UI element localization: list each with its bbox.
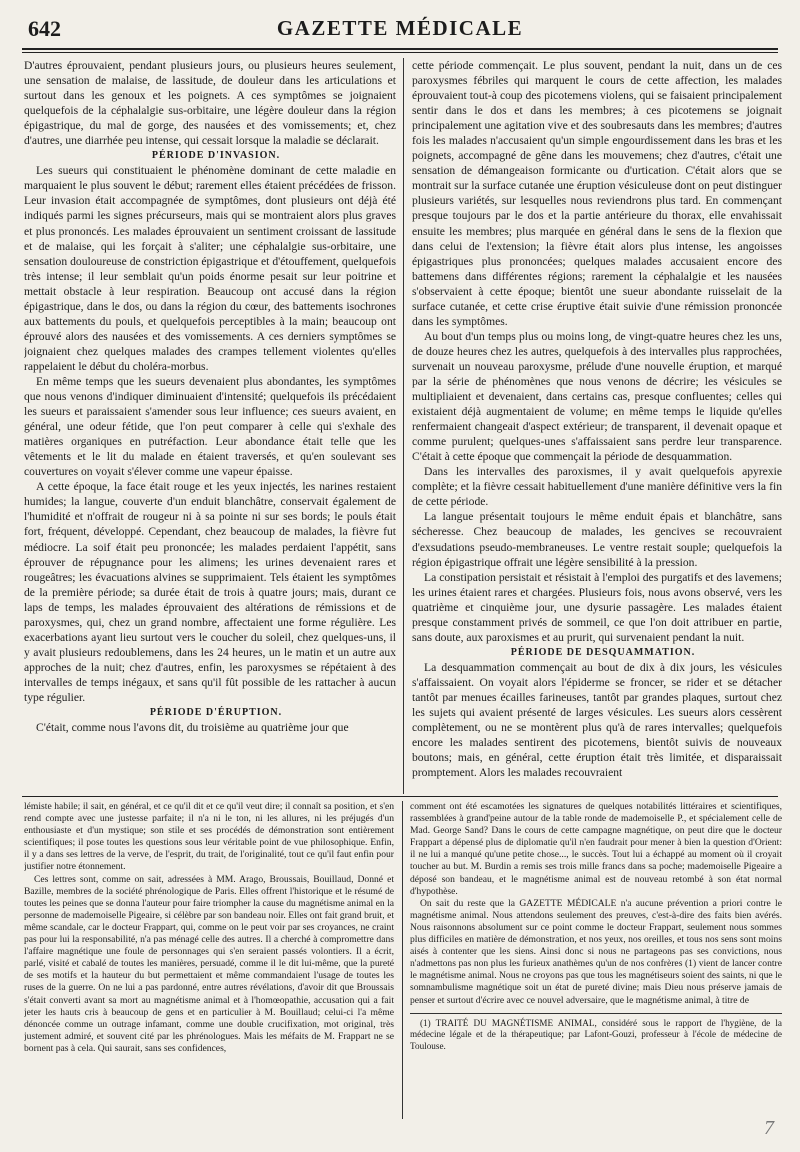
paragraph: D'autres éprouvaient, pendant plusieurs jours, ou plusieurs heures seulement, une sensation de malaise, de lassitude, de douleur dans les articulations et surtout dans les genoux et les poignets. A ces symptômes se joignaient quelquefois de la céphalalgie sus-orbitaire, une légère douleur dans la région épigastrique, du mal de gorge, des nausées et des vomissements; et, chez d'autres, une diarrhée peu intense, qui cessait lorsque la maladie se déclarait. (24, 59, 396, 148)
column-divider (402, 801, 403, 1119)
paragraph: Les sueurs qui constituaient le phénomène dominant de cette maladie en marquaient le plus souvent le début; rarement elles étaient précédées de frisson. Leur invasion était accompagnée de symptômes, dont plusieurs ont déjà été indiqués parmi les signes précurseurs, mais qui se montraient alors plus graves et plus prononcés. Les malades éprouvaient un sentiment croissant de lassitude et de malaise, qui les forçait à s'aliter; une céphalalgie sus-orbitaire, une sensation douloureuse de constriction épigastrique et d'étouffement, quelquefois très intense; il leur semblait qu'un poids énorme pesait sur leur poitrine et mettait obstacle à leur respiration. Beaucoup ont accusé dans la région épigastrique, dans le dos, ou dans la région du cœur, des battements isochrones aux battements du pouls, et quelquefois perceptibles à la main; beaucoup ont éprouvé alors des nausées et des vomissements. A ces derniers symptômes se joignaient chez quelques malades des crampes tellement violentes qu'elles rappelaient le début du choléra-morbus. (24, 164, 396, 373)
paragraph: A cette époque, la face était rouge et les yeux injectés, les narines restaient humides; la langue, couverte d'un enduit blanchâtre, conservait également de l'humidité et n'offrait de rougeur ni à sa pointe ni sur ses bords; le pouls était fort, fréquent, développé. Cependant, chez beaucoup de malades, la fièvre fut médiocre. La soif était peu prononcée; les malades perdaient l'appétit, sans éprouver de répugnance pour les alimens; les urines devenaient rares et rougeâtres; les évacuations alvines se supprimaient. Tels étaient les symptômes de la première période; sa durée était de trois à quatre jours; mais, durant ce laps de temps, les malades éprouvaient des altérations de rémissions et de paroxysmes, qui, chez un grand nombre, affectaient une forme régulière. Les exacerbations ayant lieu surtout vers le coucher du soleil, chez quelques-uns, il y avait plusieurs redoublemens, dans les 24 heures, un le matin et un autre aux approches de la nuit; chez d'autres, enfin, les paroxysmes se répétaient à des intervalles de temps inégaux, et sans qu'il fût possible de les rattacher à aucun type régulier. (24, 480, 396, 704)
section-heading-eruption: PÉRIODE D'ÉRUPTION. (149, 707, 283, 719)
article-column-right (412, 58, 782, 780)
paragraph: Ces lettres sont, comme on sait, adressées à MM. Arago, Broussais, Bouillaud, Donné et Bazille, membres de la société phrénologique de Paris. Elles offrent l'historique et le résumé de toutes les peines que se donna l'auteur pour faire triompher la cause du magnétisme animal en la personne de mademoiselle Pigeaire, si célèbre par son bandeau noir. Elles ont fait grand bruit, et même scandale, car le docteur Frappart, qui, comme on le peut voir par ses croyances, ne craint pas pour lui la responsabilité, n'a pas ménagé celle des autres. Il a cherché à compromettre dans l'affaire magnétique une foule de personnages qui s'en seraient passés volontiers. Il a écrit, parlé, visité et cabalé de toutes les manières, persuadé, comme il le dit lui-même, que la pureté de ses motifs et la hauteur du but permettaient et même commandaient l'usage de toutes les ruses de la guerre. On ne lui a pas pardonné, entre autres révélations, d'avoir dit que Broussais s'était converti avant sa mort au magnétisme animal et à l'homœopathie, accusation qui a fait jeter les hauts cris à beaucoup de gens et en particulier à M. Bouillaud; celui-ci l'a même dénoncée comme un outrage infamant, comme une double crucifixation, mot original, très justement admiré, et souvent cité par les phrénologues. Mais les méfaits de M. Frappart ne se bornent pas à cela. Qui saurait, sans ses confidences, (24, 873, 394, 1054)
paragraph: cette période commençait. Le plus souvent, pendant la nuit, dans un de ces paroxysmes fébriles qui marquent le cours de cette affection, les malades éprouvaient tout-à coup des picotemens violens, qui se faisaient principalement sentir dans le dos et dans les membres; à ces picotemens se joignait principalement une agitation vive et des soubresauts dans les membres; d'autres fois les malades n'accusaient qu'un simple engourdissement dans les bras et les poignets, accompagné de gêne dans les mouvemens; chez d'autres, c'était une sensation de démangeaison formicante ou d'urtication. C'était alors que se montrait sur la surface cutanée une éruption vésiculeuse dont on peut distinguer plusieurs variétés, sur lesquelles nous reviendrons plus tard. En commençant presque toujours par le dos et la partie antérieure du thorax, elle envahissait ensuite les membres; plus marquée en général dans le sens de la flexion que dans celui de l'extension; la fièvre était alors plus intense, les angoisses épigastriques plus prononcées; quelques malades accusaient encore des battemens dans différentes régions; rarement la céphalalgie et les nausées s'observaient à cette époque; bientôt une sueur abondante ruisselait de la surface cutanée, et cette crise éruptive était suivie d'une rémission prononcée dans les symptômes. (412, 59, 782, 328)
footnote: (1) TRAITÉ DU MAGNÉTISME ANIMAL, considéré sous le rapport de l'hygiène, de la médecine légale et de la thérapeutique; par Lafont-Gouzi, professeur à l'école de médecine de Toulouse. (410, 1017, 782, 1051)
handwritten-page-mark: 7 (764, 1117, 774, 1139)
footnote-separator (410, 1013, 782, 1014)
feuilleton-column-right (410, 801, 782, 1052)
main-article (24, 58, 782, 794)
journal-title: GAZETTE MÉDICALE (276, 16, 524, 40)
paragraph: On sait du reste que la GAZETTE MÉDICALE n'a aucune prévention a priori contre le magnétisme animal. Nous attendons seulement des preuves, c'est-à-dire des faits bien avérés. Nous raisonnons absolument sur ce point comme le docteur Frappart, seulement nous sommes plus difficiles en matière de démonstration, et nos yeux, nos oreilles, et tous nos sens sont moins aisés à contenter que les siens. Ainsi donc si nous ne partageons pas ses convictions, nous n'admettons pas non plus les furieux anathèmes qu'un de nos confrères (1) vient de lancer contre le magnétisme animal. Nous ne croyons pas que tous les magnétiseurs soient des saints, ni que le somnambulisme magnétique soit un état de pureté divine; mais Dieu nous préserve jamais de penser et surtout d'écrire avec ce nouvel adversaire, que le magnétisme animal, à titre de (410, 897, 782, 1006)
paragraph: C'était, comme nous l'avons dit, du troisième au quatrième jour que (36, 721, 349, 735)
paragraph: La desquammation commençait au bout de dix à dix jours, les vésicules s'affaissaient. On voyait alors l'épiderme se froncer, se rider et se détacher tantôt par menues écailles farineuses, tantôt par grandes plaques, surtout chez les sujets qui avaient présenté de larges vésicules. Les sueurs alors cessèrent complètement, ou ne se montèrent plus qu'à de rares intervalles; quelquefois encore les malades sentirent des picotemens, bientôt suivis de nouveaux boutons; mais, en général, cette éruption était très limitée, et disparaissait promptement. Alors les malades recouvraient (412, 660, 782, 780)
feuilleton-rule (22, 796, 778, 797)
header-rule (22, 48, 778, 53)
page-number: 642 (28, 16, 61, 41)
section-heading-desquammation: PÉRIODE DE DESQUAMMATION. (510, 646, 696, 658)
page-header (28, 14, 772, 48)
paragraph: Au bout d'un temps plus ou moins long, de vingt-quatre heures chez les uns, de douze heures chez les autres, quelquefois à des intervalles plus rapprochées, survenait un nouveau paroxysme, prélude d'une nouvelle éruption, et marqué par la série de phénomènes que nous venons de décrire; les vésicules se multipliaient et devenaient, dans certains cas, presque confluentes; celles qui existaient déjà augmentaient de volume; en même temps le liquide qu'elles renfermaient changeait d'aspect extérieur; de transparent, il devenait opaque et comme purulent; quelques-unes s'affaissaient sans perdre leur transparence. C'était à cette époque que commençait la période de desquammation. (412, 329, 782, 464)
paragraph: comment ont été escamotées les signatures de quelques notabilités littéraires et scientifiques, rassemblées à grand'peine autour de la table ronde de mademoiselle P., et spécialement celle de Mad. George Sand? Dans le cours de cette campagne magnétique, on peut dire que le docteur Frappart a dépensé plus de diplomatie qu'il n'en faudrait pour mener à bien la question d'Orient: il ne lui a manqué qu'une petite chose..., le succès. Tout lui a échappé au moment où il croyait toucher au but. M. Burdin a remis ses trois mille francs dans sa poche; mademoiselle Pigeaire a déposé son bandeau, et le magnétisme animal est de nouveau retombé à son état normal d'hypothèse. (410, 801, 782, 897)
paragraph: La langue présentait toujours le même enduit épais et blanchâtre, sans sécheresse. Chez beaucoup de malades, les gencives se recouvraient d'exsudations pseudo-membraneuses. Le ventre restait souple; quelquefois la région épigastrique offrait une légère sensibilité à la pression. (412, 510, 782, 569)
paragraph: En même temps que les sueurs devenaient plus abondantes, les symptômes que nous venons d'indiquer diminuaient d'intensité; quelquefois ils précédaient les sueurs et paraissaient s'amender sous leur influence; ces sueurs avaient, en général, une odeur fétide, que l'on peut comparer à celle qui s'exhale des matières organiques en putréfaction. Leur abondance était telle que les vêtements et le lit du malade en étaient traversés, et qu'en soulevant ses couvertures on voyait s'élever comme une vapeur épaisse. (24, 374, 396, 479)
paragraph: La constipation persistait et résistait à l'emploi des purgatifs et des lavemens; les urines étaient rares et chargées. Plusieurs fois, nous avons observé, vers les quatrième et cinquième jour, une dysurie passagère. Les malades étaient presque constamment privés de sommeil, ce que l'on doit attribuer en partie, sans doute, aux paroxismes et au prurit, qui survenaient pendant la nuit. (412, 570, 782, 644)
column-divider (403, 58, 404, 794)
paragraph: lémiste habile; il sait, en général, et ce qu'il dit et ce qu'il veut dire; il connaît sa position, et s'en rend compte avec une justesse parfaite; il n'a ni le ton, ni les allures, ni les préjugés d'un enthousiaste et d'un mystique; son stile et ses procédés de démonstration sont entièrement scientifiques; il pose toutes les questions sous leur véritable point de vue philosophique. Enfin, il y a dans ses lettres de la verve, de l'esprit, du trait, de l'originalité, tout ce qu'il faut enfin pour justifier notre étonnement. (24, 801, 394, 873)
feuilleton-section (24, 801, 782, 1119)
article-column-left (24, 58, 396, 735)
feuilleton-column-left (24, 801, 394, 1055)
paragraph: Dans les intervalles des paroxismes, il y avait quelquefois apyrexie complète; et la fièvre cessait habituellement d'une manière définitive vers la fin de cette période. (412, 465, 782, 509)
section-heading-invasion: PÉRIODE D'INVASION. (151, 150, 281, 162)
